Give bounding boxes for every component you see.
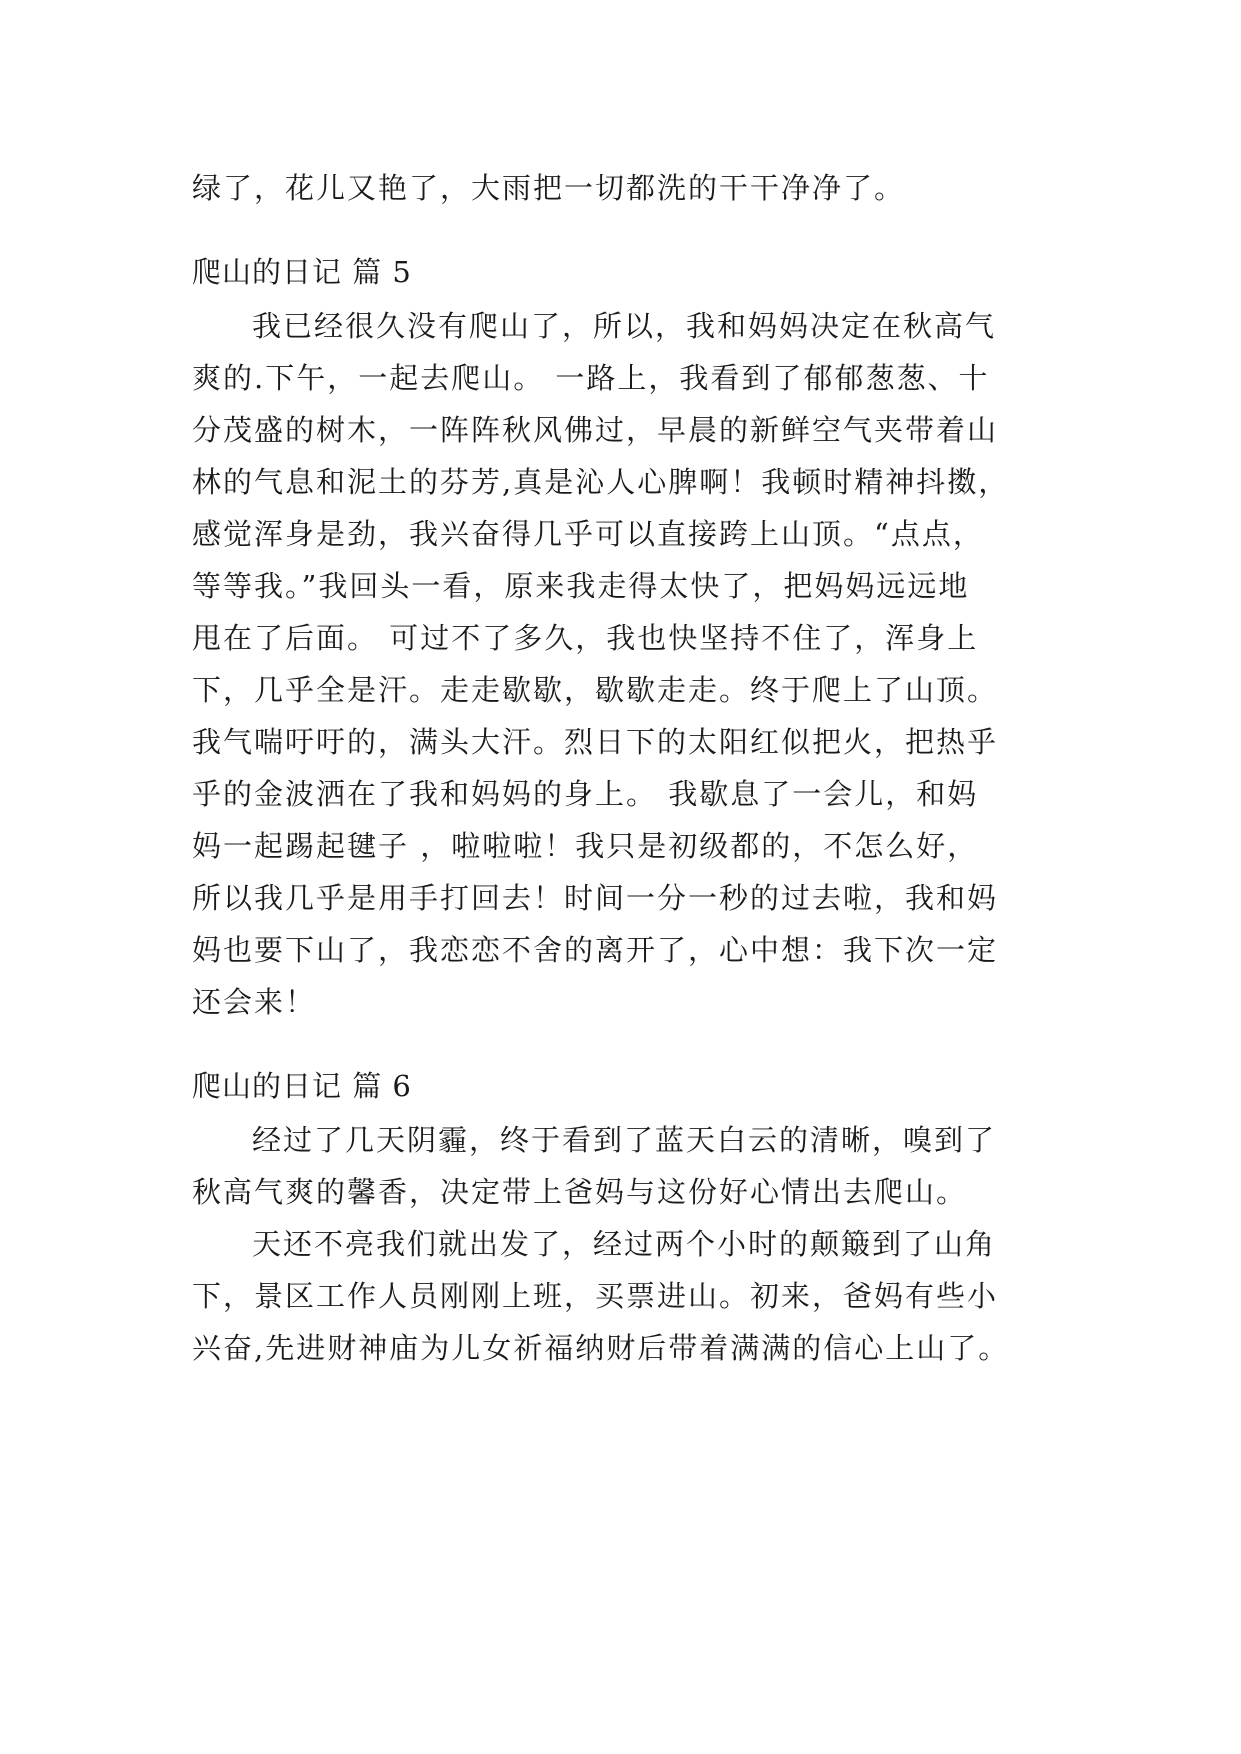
paragraph-line: 下，几乎全是汗。走走歇歇，歇歇走走。终于爬上了山顶。 — [192, 673, 999, 707]
section-title: 爬山的日记 篇 5 — [192, 255, 412, 289]
paragraph-line: 乎的金波洒在了我和妈妈的身上。 我歇息了一会儿，和妈 — [192, 777, 979, 811]
paragraph-line: 爽的.下午，一起去爬山。 一路上，我看到了郁郁葱葱、十 — [192, 361, 990, 395]
paragraph-line: 甩在了后面。 可过不了多久，我也快坚持不住了，浑身上 — [192, 621, 979, 655]
section-title: 爬山的日记 篇 6 — [192, 1069, 412, 1103]
paragraph-line: 我气喘吁吁的，满头大汗。烈日下的太阳红似把火，把热乎 — [192, 725, 999, 759]
paragraph-line: 天还不亮我们就出发了，经过两个小时的颠簸到了山角 — [252, 1227, 997, 1261]
paragraph-line: 我已经很久没有爬山了，所以，我和妈妈决定在秋高气 — [252, 309, 997, 343]
paragraph-line: 兴奋,先进财神庙为儿女祈福纳财后带着满满的信心上山了。 — [192, 1331, 1010, 1365]
paragraph-line: 秋高气爽的馨香，决定带上爸妈与这份好心情出去爬山。 — [192, 1175, 968, 1209]
paragraph-line: 所以我几乎是用手打回去！时间一分一秒的过去啦，我和妈 — [192, 881, 999, 915]
paragraph-line: 妈也要下山了，我恋恋不舍的离开了，心中想：我下次一定 — [192, 933, 999, 967]
paragraph-line: 下，景区工作人员刚刚上班，买票进山。初来，爸妈有些小 — [192, 1279, 999, 1313]
paragraph-line: 还会来！ — [192, 985, 317, 1019]
paragraph-line: 妈一起踢起毽子 ，啦啦啦！我只是初级都的，不怎么好， — [192, 829, 979, 863]
paragraph-line: 分茂盛的树木，一阵阵秋风佛过，早晨的新鲜空气夹带着山 — [192, 413, 999, 447]
paragraph-line: 感觉浑身是劲，我兴奋得几乎可以直接跨上山顶。“点点， — [192, 517, 984, 551]
paragraph-line: 等等我。”我回头一看，原来我走得太快了，把妈妈远远地 — [192, 569, 970, 603]
paragraph-line: 绿了，花儿又艳了，大雨把一切都洗的干干净净了。 — [192, 171, 906, 205]
paragraph-line: 经过了几天阴霾，终于看到了蓝天白云的清晰，嗅到了 — [252, 1123, 997, 1157]
paragraph-line: 林的气息和泥土的芬芳,真是沁人心脾啊！我顿时精神抖擞， — [192, 465, 1010, 499]
